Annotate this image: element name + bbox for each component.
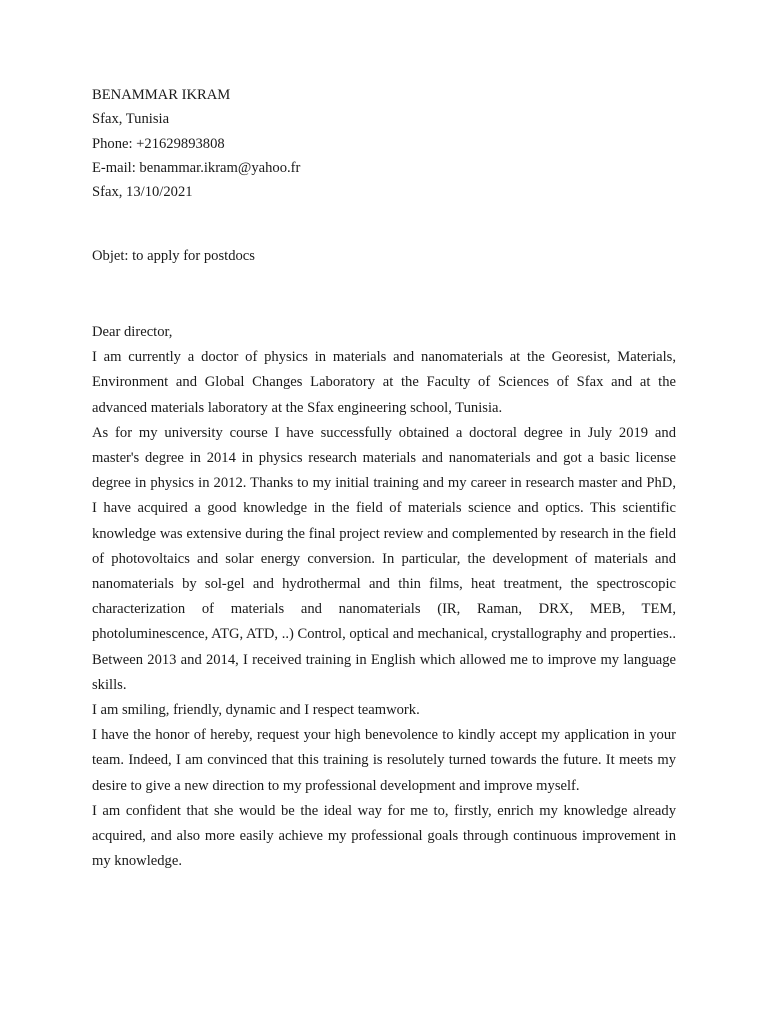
paragraph: I have the honor of hereby, request your high benevolence to kindly accept my application in your team. Indeed, I am convinced that this training is resolutely turned towards the future. It meets my desire to give a new direction to my professional development and improve myself.	[92, 727, 676, 794]
paragraph: I am confident that she would be the ideal way for me to, firstly, enrich my knowledge already acquired, and also more easily achieve my professional goals through continuous improvement in my knowledge.	[92, 802, 676, 870]
sender-name: BENAMMAR IKRAM	[92, 87, 231, 103]
letter-body	[92, 320, 676, 874]
place-date: Sfax, 13/10/2021	[92, 184, 193, 201]
paragraph: I am currently a doctor of physics in materials and nanomaterials at the Georesist, Materials, Environment and Global Changes Laboratory at the Faculty of Sciences of Sfax and at the advanced materials laboratory at the Sfax engineering school, Tunisia.	[92, 349, 676, 416]
paragraph: Between 2013 and 2014, I received training in English which allowed me to improve my language skills.	[92, 651, 676, 693]
sender-block	[92, 83, 692, 204]
salutation: Dear director,	[92, 324, 173, 340]
letter-subject: Objet: to apply for postdocs	[92, 248, 255, 264]
paragraph: I am smiling, friendly, dynamic and I respect teamwork.	[92, 702, 420, 719]
sender-phone: Phone: +21629893808	[92, 135, 225, 152]
sender-address: Sfax, Tunisia	[92, 111, 170, 128]
sender-email: E-mail: benammar.ikram@yahoo.fr	[92, 159, 301, 176]
paragraph: As for my university course I have successfully obtained a doctoral degree in July 2019 and master's degree in 2014 in physics research materials and nanomaterials and got a basic license degree in physics in 2012. Thanks to my initial training and my career in research master and PhD, I have acquired a good knowledge in the field of materials science and optics. This scientific knowledge was extensive during the final project review and complemented by research in the field of photovoltaics and solar energy conversion. In particular, the development of materials and nanomaterials by sol-gel and hydrothermal and thin films, heat treatment, the spectroscopic characterization of materials and nanomaterials (IR, Raman, DRX, MEB, TEM, photoluminescence, ATG, ATD, ..) Control, optical and mechanical, crystallography and properties..	[92, 424, 676, 643]
